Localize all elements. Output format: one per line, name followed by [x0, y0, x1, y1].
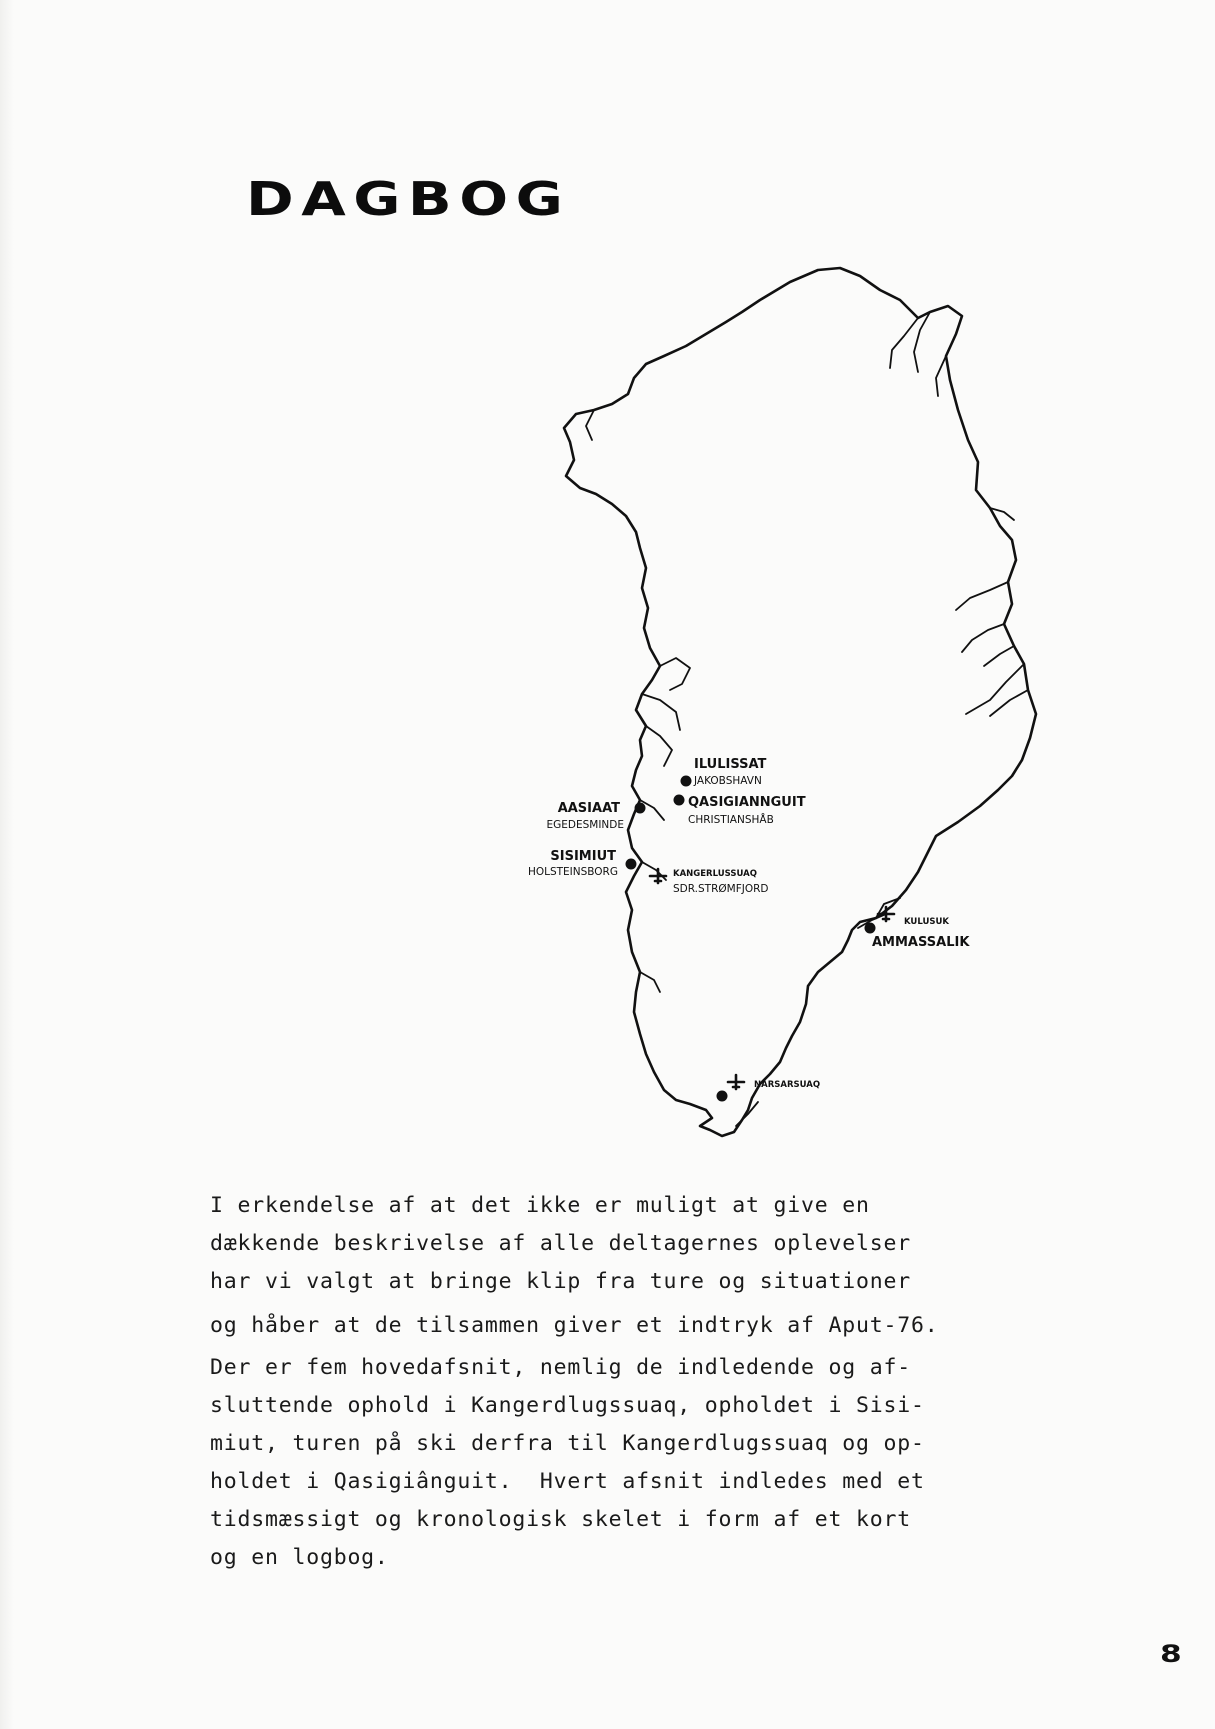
label-kangerlussuaq: KANGERLUSSUAQ — [673, 869, 757, 879]
label-egedesminde: EGEDESMINDE — [546, 819, 624, 831]
ammassalik-dot — [865, 923, 876, 934]
paragraph-line: Der er fem hovedafsnit, nemlig de indledende og af- — [210, 1355, 911, 1380]
page-number: 8 — [1160, 1640, 1182, 1668]
label-ammassalik: AMMASSALIK — [872, 935, 970, 950]
page-title: DAGBOG — [246, 172, 571, 226]
greenland-coastline — [564, 268, 1036, 1136]
paragraph-line: holdet i Qasigiânguit. Hvert afsnit indledes med et — [210, 1469, 925, 1494]
paragraph-line: tidsmæssigt og kronologisk skelet i form af et kort — [210, 1507, 911, 1532]
ilulissat-dot — [681, 776, 692, 787]
label-sisimiut: SISIMIUT — [550, 849, 616, 864]
label-narsarsuaq: NARSARSUAQ — [754, 1080, 821, 1090]
airport-plane-icon — [650, 869, 666, 883]
label-aasiaat: AASIAAT — [557, 801, 620, 816]
label-ilulissat: ILULISSAT — [694, 757, 767, 772]
page-edge — [0, 0, 14, 1729]
paragraph-line: sluttende ophold i Kangerdlugssuaq, opholdet i Sisi- — [210, 1393, 925, 1418]
label-christianshab: CHRISTIANSHÅB — [688, 814, 774, 826]
paragraph-line: dækkende beskrivelse af alle deltagernes oplevelser — [210, 1231, 911, 1256]
airport-plane-icon — [728, 1075, 744, 1089]
sisimiut-dot — [626, 859, 637, 870]
intro-paragraph — [210, 1187, 1010, 1577]
greenland-map — [440, 255, 1060, 1155]
label-holsteinsborg: HOLSTEINSBORG — [527, 866, 618, 878]
paragraph-line: miut, turen på ski derfra til Kangerdlugssuaq og op- — [210, 1431, 925, 1456]
paragraph-line: og håber at de tilsammen giver et indtryk af Aput-76. — [210, 1313, 939, 1338]
narsarsuaq-dot — [717, 1091, 728, 1102]
aasiaat-dot — [635, 803, 646, 814]
qasigiannguit-dot — [674, 795, 685, 806]
paragraph-line: har vi valgt at bringe klip fra ture og situationer — [210, 1269, 911, 1294]
label-qasigiannguit: QASIGIANNGUIT — [688, 795, 806, 810]
label-jakobshavn: JAKOBSHAVN — [694, 775, 762, 787]
label-kulusuk: KULUSUK — [904, 917, 949, 927]
paragraph-line: I erkendelse af at det ikke er muligt at give en — [210, 1193, 870, 1218]
paragraph-line: og en logbog. — [210, 1545, 389, 1570]
label-sdr-stromfjord: SDR.STRØMFJORD — [673, 883, 769, 895]
